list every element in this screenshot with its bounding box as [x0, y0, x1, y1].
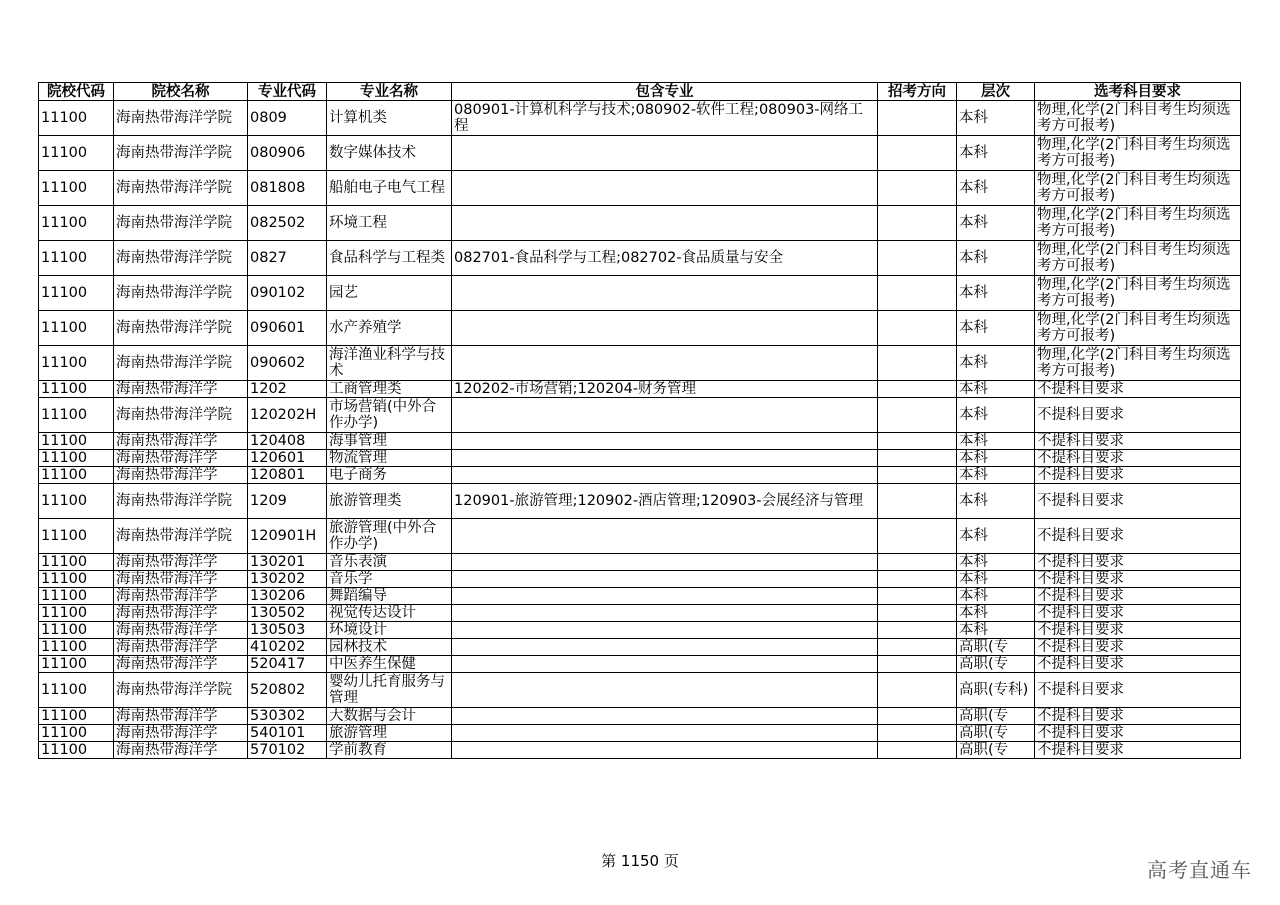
cell-direction [878, 346, 957, 381]
table-row [39, 311, 1241, 346]
cell-direction [878, 171, 957, 206]
cell-subject-requirement: 不提科目要求 [1035, 742, 1241, 759]
cell-school-name: 海南热带海洋学 [114, 433, 248, 450]
cell-school-code: 11100 [39, 639, 114, 656]
table-row [39, 588, 1241, 605]
cell-major-code: 130201 [248, 554, 327, 571]
cell-school-code: 11100 [39, 708, 114, 725]
cell-major-code: 080906 [248, 136, 327, 171]
cell-included-majors [452, 622, 878, 639]
cell-direction [878, 467, 957, 484]
cell-major-name: 视觉传达设计 [327, 605, 452, 622]
cell-subject-requirement: 不提科目要求 [1035, 588, 1241, 605]
cell-major-code: 130202 [248, 571, 327, 588]
cell-major-code: 120901H [248, 519, 327, 554]
cell-major-code: 0809 [248, 101, 327, 136]
cell-subject-requirement: 物理,化学(2门科目考生均须选考方可报考) [1035, 276, 1241, 311]
cell-direction [878, 206, 957, 241]
table-row [39, 450, 1241, 467]
table-row [39, 622, 1241, 639]
cell-direction [878, 571, 957, 588]
cell-subject-requirement: 不提科目要求 [1035, 673, 1241, 708]
cell-major-code: 130502 [248, 605, 327, 622]
cell-school-code: 11100 [39, 519, 114, 554]
cell-level: 本科 [957, 571, 1035, 588]
cell-major-code: 120202H [248, 398, 327, 433]
cell-major-code: 090102 [248, 276, 327, 311]
cell-included-majors [452, 398, 878, 433]
cell-direction [878, 588, 957, 605]
cell-subject-requirement: 物理,化学(2门科目考生均须选考方可报考) [1035, 346, 1241, 381]
cell-direction [878, 519, 957, 554]
cell-subject-requirement: 不提科目要求 [1035, 571, 1241, 588]
cell-level: 本科 [957, 588, 1035, 605]
table-row [39, 639, 1241, 656]
table-row [39, 433, 1241, 450]
cell-major-name: 海事管理 [327, 433, 452, 450]
cell-included-majors: 080901-计算机科学与技术;080902-软件工程;080903-网络工程 [452, 101, 878, 136]
cell-school-code: 11100 [39, 571, 114, 588]
cell-major-code: 081808 [248, 171, 327, 206]
cell-level: 本科 [957, 467, 1035, 484]
cell-school-code: 11100 [39, 171, 114, 206]
cell-subject-requirement: 不提科目要求 [1035, 708, 1241, 725]
table-row [39, 136, 1241, 171]
cell-school-name: 海南热带海洋学 [114, 622, 248, 639]
cell-school-code: 11100 [39, 311, 114, 346]
cell-direction [878, 484, 957, 519]
table-row [39, 101, 1241, 136]
header-major-code: 专业代码 [248, 83, 327, 101]
cell-level: 本科 [957, 171, 1035, 206]
cell-subject-requirement: 不提科目要求 [1035, 554, 1241, 571]
cell-major-name: 旅游管理 [327, 725, 452, 742]
cell-major-code: 090602 [248, 346, 327, 381]
header-school-code: 院校代码 [39, 83, 114, 101]
cell-major-name: 学前教育 [327, 742, 452, 759]
cell-school-name: 海南热带海洋学 [114, 725, 248, 742]
cell-included-majors [452, 588, 878, 605]
cell-major-code: 1202 [248, 381, 327, 398]
header-major-name: 专业名称 [327, 83, 452, 101]
table-row [39, 398, 1241, 433]
cell-school-code: 11100 [39, 381, 114, 398]
cell-level: 本科 [957, 136, 1035, 171]
cell-school-name: 海南热带海洋学 [114, 588, 248, 605]
cell-included-majors [452, 276, 878, 311]
header-school-name: 院校名称 [114, 83, 248, 101]
cell-subject-requirement: 不提科目要求 [1035, 656, 1241, 673]
cell-level: 高职(专 [957, 708, 1035, 725]
cell-school-name: 海南热带海洋学院 [114, 673, 248, 708]
header-level: 层次 [957, 83, 1035, 101]
table-row [39, 206, 1241, 241]
page-number: 第 1150 页 [601, 852, 679, 870]
cell-direction [878, 276, 957, 311]
cell-level: 本科 [957, 206, 1035, 241]
cell-subject-requirement: 物理,化学(2门科目考生均须选考方可报考) [1035, 101, 1241, 136]
cell-major-name: 音乐表演 [327, 554, 452, 571]
cell-direction [878, 136, 957, 171]
cell-included-majors: 082701-食品科学与工程;082702-食品质量与安全 [452, 241, 878, 276]
cell-school-name: 海南热带海洋学 [114, 467, 248, 484]
cell-included-majors [452, 519, 878, 554]
cell-subject-requirement: 不提科目要求 [1035, 519, 1241, 554]
cell-included-majors [452, 639, 878, 656]
cell-level: 高职(专 [957, 742, 1035, 759]
cell-level: 本科 [957, 554, 1035, 571]
cell-direction [878, 708, 957, 725]
cell-major-name: 数字媒体技术 [327, 136, 452, 171]
cell-level: 高职(专 [957, 656, 1035, 673]
table-row [39, 605, 1241, 622]
table-body [39, 101, 1241, 759]
cell-subject-requirement: 不提科目要求 [1035, 605, 1241, 622]
cell-school-code: 11100 [39, 554, 114, 571]
cell-included-majors [452, 467, 878, 484]
cell-school-name: 海南热带海洋学 [114, 554, 248, 571]
cell-included-majors [452, 571, 878, 588]
cell-major-code: 520417 [248, 656, 327, 673]
cell-level: 本科 [957, 519, 1035, 554]
cell-direction [878, 398, 957, 433]
cell-major-code: 530302 [248, 708, 327, 725]
cell-school-name: 海南热带海洋学 [114, 571, 248, 588]
cell-included-majors [452, 171, 878, 206]
cell-included-majors [452, 742, 878, 759]
cell-school-code: 11100 [39, 276, 114, 311]
cell-direction [878, 554, 957, 571]
cell-level: 本科 [957, 622, 1035, 639]
cell-direction [878, 725, 957, 742]
header-included-majors: 包含专业 [452, 83, 878, 101]
cell-school-code: 11100 [39, 484, 114, 519]
cell-level: 高职(专科) [957, 673, 1035, 708]
cell-school-code: 11100 [39, 673, 114, 708]
cell-major-name: 水产养殖学 [327, 311, 452, 346]
cell-level: 高职(专 [957, 725, 1035, 742]
cell-major-code: 130206 [248, 588, 327, 605]
cell-subject-requirement: 不提科目要求 [1035, 381, 1241, 398]
cell-level: 本科 [957, 398, 1035, 433]
cell-major-name: 工商管理类 [327, 381, 452, 398]
cell-included-majors [452, 450, 878, 467]
cell-school-code: 11100 [39, 101, 114, 136]
cell-major-name: 大数据与会计 [327, 708, 452, 725]
cell-school-name: 海南热带海洋学 [114, 639, 248, 656]
cell-direction [878, 381, 957, 398]
cell-included-majors [452, 554, 878, 571]
cell-level: 本科 [957, 241, 1035, 276]
cell-level: 本科 [957, 276, 1035, 311]
cell-level: 本科 [957, 311, 1035, 346]
cell-subject-requirement: 不提科目要求 [1035, 484, 1241, 519]
cell-subject-requirement: 物理,化学(2门科目考生均须选考方可报考) [1035, 206, 1241, 241]
cell-subject-requirement: 不提科目要求 [1035, 433, 1241, 450]
cell-level: 高职(专 [957, 639, 1035, 656]
cell-included-majors [452, 311, 878, 346]
table-row [39, 708, 1241, 725]
header-direction: 招考方向 [878, 83, 957, 101]
cell-direction [878, 656, 957, 673]
cell-level: 本科 [957, 101, 1035, 136]
table-row [39, 571, 1241, 588]
cell-major-name: 园林技术 [327, 639, 452, 656]
cell-subject-requirement: 不提科目要求 [1035, 725, 1241, 742]
cell-major-code: 120601 [248, 450, 327, 467]
cell-direction [878, 639, 957, 656]
cell-school-name: 海南热带海洋学 [114, 742, 248, 759]
cell-level: 本科 [957, 484, 1035, 519]
cell-level: 本科 [957, 433, 1035, 450]
cell-major-name: 音乐学 [327, 571, 452, 588]
cell-major-code: 130503 [248, 622, 327, 639]
table-row [39, 276, 1241, 311]
cell-included-majors [452, 656, 878, 673]
cell-level: 本科 [957, 346, 1035, 381]
cell-direction [878, 101, 957, 136]
cell-school-code: 11100 [39, 622, 114, 639]
cell-direction [878, 605, 957, 622]
cell-subject-requirement: 不提科目要求 [1035, 639, 1241, 656]
cell-subject-requirement: 物理,化学(2门科目考生均须选考方可报考) [1035, 136, 1241, 171]
cell-school-code: 11100 [39, 605, 114, 622]
cell-school-code: 11100 [39, 725, 114, 742]
table-row [39, 656, 1241, 673]
cell-major-name: 舞蹈编导 [327, 588, 452, 605]
cell-included-majors [452, 673, 878, 708]
cell-subject-requirement: 不提科目要求 [1035, 622, 1241, 639]
cell-included-majors [452, 433, 878, 450]
cell-school-name: 海南热带海洋学 [114, 708, 248, 725]
cell-subject-requirement: 物理,化学(2门科目考生均须选考方可报考) [1035, 311, 1241, 346]
cell-school-code: 11100 [39, 467, 114, 484]
cell-included-majors [452, 725, 878, 742]
cell-major-code: 520802 [248, 673, 327, 708]
cell-school-name: 海南热带海洋学院 [114, 311, 248, 346]
cell-subject-requirement: 物理,化学(2门科目考生均须选考方可报考) [1035, 171, 1241, 206]
cell-included-majors: 120901-旅游管理;120902-酒店管理;120903-会展经济与管理 [452, 484, 878, 519]
cell-level: 本科 [957, 381, 1035, 398]
cell-school-name: 海南热带海洋学院 [114, 206, 248, 241]
cell-school-code: 11100 [39, 433, 114, 450]
cell-school-code: 11100 [39, 742, 114, 759]
cell-major-name: 物流管理 [327, 450, 452, 467]
cell-subject-requirement: 物理,化学(2门科目考生均须选考方可报考) [1035, 241, 1241, 276]
cell-major-name: 计算机类 [327, 101, 452, 136]
cell-major-code: 1209 [248, 484, 327, 519]
cell-school-code: 11100 [39, 656, 114, 673]
cell-school-name: 海南热带海洋学 [114, 656, 248, 673]
cell-school-name: 海南热带海洋学 [114, 605, 248, 622]
cell-school-name: 海南热带海洋学院 [114, 484, 248, 519]
cell-subject-requirement: 不提科目要求 [1035, 467, 1241, 484]
cell-included-majors: 120202-市场营销;120204-财务管理 [452, 381, 878, 398]
cell-included-majors [452, 605, 878, 622]
table-row [39, 171, 1241, 206]
cell-direction [878, 450, 957, 467]
cell-level: 本科 [957, 450, 1035, 467]
table-row [39, 467, 1241, 484]
cell-major-name: 环境工程 [327, 206, 452, 241]
table-row [39, 381, 1241, 398]
cell-major-name: 婴幼儿托育服务与管理 [327, 673, 452, 708]
cell-school-code: 11100 [39, 346, 114, 381]
cell-school-name: 海南热带海洋学院 [114, 241, 248, 276]
cell-direction [878, 433, 957, 450]
cell-major-code: 540101 [248, 725, 327, 742]
table-row [39, 725, 1241, 742]
cell-included-majors [452, 136, 878, 171]
cell-major-name: 食品科学与工程类 [327, 241, 452, 276]
header-row [39, 83, 1241, 101]
table-row [39, 554, 1241, 571]
cell-direction [878, 311, 957, 346]
cell-school-name: 海南热带海洋学院 [114, 276, 248, 311]
cell-school-name: 海南热带海洋学 [114, 381, 248, 398]
cell-school-name: 海南热带海洋学院 [114, 398, 248, 433]
table-row [39, 241, 1241, 276]
cell-major-name: 环境设计 [327, 622, 452, 639]
cell-school-name: 海南热带海洋学院 [114, 519, 248, 554]
cell-major-name: 旅游管理(中外合作办学) [327, 519, 452, 554]
cell-major-name: 电子商务 [327, 467, 452, 484]
cell-direction [878, 673, 957, 708]
watermark: 高考直通车 [1147, 858, 1252, 882]
table-row [39, 484, 1241, 519]
cell-major-code: 082502 [248, 206, 327, 241]
cell-school-code: 11100 [39, 398, 114, 433]
cell-major-name: 市场营销(中外合作办学) [327, 398, 452, 433]
cell-major-code: 120801 [248, 467, 327, 484]
header-subject-requirement: 选考科目要求 [1035, 83, 1241, 101]
table-row [39, 673, 1241, 708]
cell-major-name: 旅游管理类 [327, 484, 452, 519]
cell-included-majors [452, 206, 878, 241]
cell-major-code: 120408 [248, 433, 327, 450]
cell-level: 本科 [957, 605, 1035, 622]
table-row [39, 519, 1241, 554]
cell-school-code: 11100 [39, 450, 114, 467]
cell-major-code: 0827 [248, 241, 327, 276]
cell-major-name: 园艺 [327, 276, 452, 311]
cell-major-code: 410202 [248, 639, 327, 656]
cell-school-code: 11100 [39, 588, 114, 605]
cell-subject-requirement: 不提科目要求 [1035, 398, 1241, 433]
cell-school-name: 海南热带海洋学院 [114, 136, 248, 171]
admission-table [38, 82, 1241, 759]
cell-school-name: 海南热带海洋学 [114, 450, 248, 467]
cell-included-majors [452, 708, 878, 725]
cell-school-code: 11100 [39, 241, 114, 276]
cell-school-name: 海南热带海洋学院 [114, 101, 248, 136]
cell-major-code: 570102 [248, 742, 327, 759]
cell-direction [878, 742, 957, 759]
cell-major-name: 船舶电子电气工程 [327, 171, 452, 206]
cell-school-name: 海南热带海洋学院 [114, 346, 248, 381]
table-row [39, 742, 1241, 759]
cell-included-majors [452, 346, 878, 381]
cell-subject-requirement: 不提科目要求 [1035, 450, 1241, 467]
cell-direction [878, 241, 957, 276]
cell-school-name: 海南热带海洋学院 [114, 171, 248, 206]
table-row [39, 346, 1241, 381]
cell-school-code: 11100 [39, 206, 114, 241]
cell-major-name: 中医养生保健 [327, 656, 452, 673]
cell-school-code: 11100 [39, 136, 114, 171]
cell-major-name: 海洋渔业科学与技术 [327, 346, 452, 381]
cell-direction [878, 622, 957, 639]
cell-major-code: 090601 [248, 311, 327, 346]
